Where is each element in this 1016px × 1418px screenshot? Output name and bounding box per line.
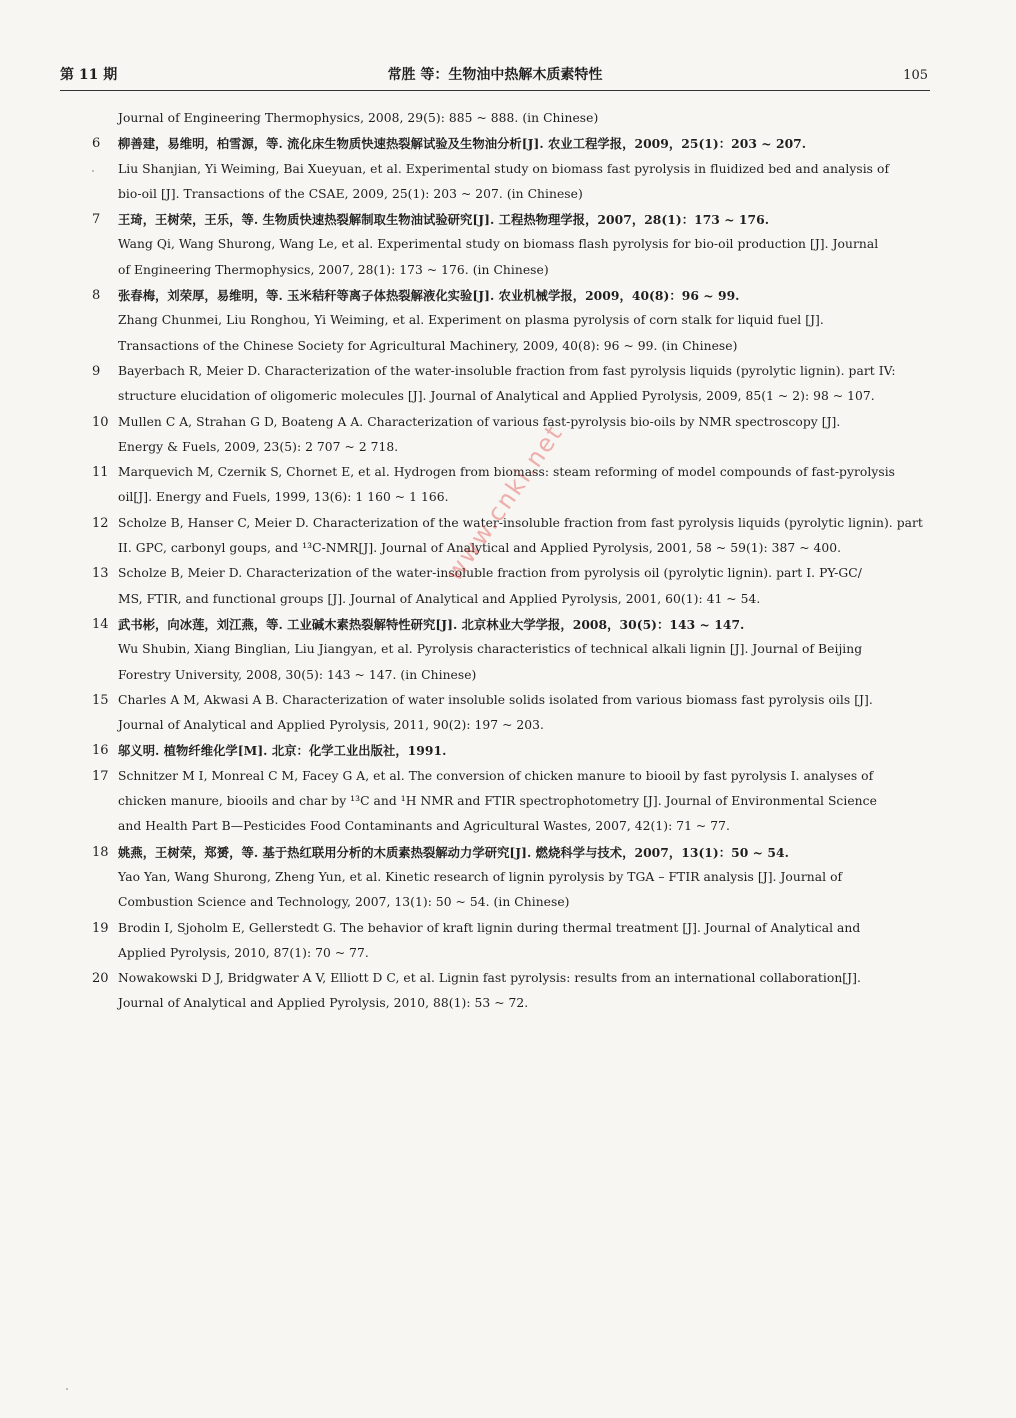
- reference-line: Journal of Analytical and Applied Pyrolysis, 2011, 90(2): 197 ~ 203.: [118, 718, 544, 733]
- page-number: 105: [903, 68, 928, 83]
- reference-line: Zhang Chunmei, Liu Ronghou, Yi Weiming, et al. Experiment on plasma pyrolysis of corn stalk for liquid fuel [J].: [118, 313, 824, 328]
- reference-number: 19: [92, 920, 109, 936]
- reference-line: Bayerbach R, Meier D. Characterization of the water-insoluble fraction from fast pyrolysis liquids (pyrolytic lignin). part IV:: [118, 363, 896, 378]
- reference-line: Wang Qi, Wang Shurong, Wang Le, et al. Experimental study on biomass flash pyrolysis for bio-oil production [J]. Journal: [118, 237, 879, 252]
- reference-number: 18: [92, 844, 109, 860]
- reference-line: oil[J]. Energy and Fuels, 1999, 13(6): 1 160 ~ 1 166.: [118, 490, 449, 505]
- reference-item: [92, 359, 932, 410]
- reference-line-chinese: 武书彬，向冰莲，刘江燕，等. 工业碱木素热裂解特性研究[J]. 北京林业大学学报，2008，30(5)：143 ~ 147.: [118, 616, 745, 632]
- reference-line: bio-oil [J]. Transactions of the CSAE, 2009, 25(1): 203 ~ 207. (in Chinese): [118, 186, 583, 201]
- reference-line-chinese: 柳善建，易维明，柏雪源，等. 流化床生物质快速热裂解试验及生物油分析[J]. 农业工程学报，2009，25(1)：203 ~ 207.: [118, 136, 807, 152]
- reference-number: 14: [92, 616, 109, 632]
- reference-line-chinese: 张春梅，刘荣厚，易维明，等. 玉米秸秆等离子体热裂解液化实验[J]. 农业机械学报，2009，40(8)：96 ~ 99.: [118, 288, 740, 304]
- reference-line-chinese: 邬义明. 植物纤维化学[M]. 北京：化学工业出版社，1991.: [118, 743, 447, 759]
- reference-number: 12: [92, 515, 109, 531]
- reference-item: [92, 840, 932, 916]
- reference-line: Mullen C A, Strahan G D, Boateng A A. Characterization of various fast-pyrolysis bio-oils by NMR spectroscopy [J].: [118, 414, 841, 429]
- reference-number: 10: [92, 414, 109, 430]
- reference-line: II. GPC, carbonyl goups, and ¹³C-NMR[J]. Journal of Analytical and Applied Pyrolysis, 2001, 58 ~ 59(1): 387 ~ 400.: [118, 541, 842, 556]
- scan-speck: [92, 170, 94, 172]
- reference-item: [92, 410, 932, 461]
- reference-item: [92, 764, 932, 840]
- reference-line: Combustion Science and Technology, 2007, 13(1): 50 ~ 54. (in Chinese): [118, 895, 570, 910]
- reference-item: [92, 738, 932, 763]
- running-title: 常胜 等：生物油中热解木质素特性: [387, 67, 603, 83]
- reference-item: [92, 106, 932, 131]
- reference-line: Transactions of the Chinese Society for Agricultural Machinery, 2009, 40(8): 96 ~ 99. (in Chinese): [118, 338, 738, 353]
- reference-item: [92, 283, 932, 359]
- reference-item: [92, 966, 932, 1017]
- reference-line: Scholze B, Hanser C, Meier D. Characterization of the water-insoluble fraction from fast pyrolysis liquids (pyrolytic lignin). part: [118, 515, 923, 530]
- reference-item: [92, 511, 932, 562]
- reference-line-chinese: 王琦，王树荣，王乐，等. 生物质快速热裂解制取生物油试验研究[J]. 工程热物理学报，2007，28(1)：173 ~ 176.: [118, 212, 770, 228]
- reference-item: [92, 561, 932, 612]
- reference-item: [92, 460, 932, 511]
- reference-line: Yao Yan, Wang Shurong, Zheng Yun, et al. Kinetic research of lignin pyrolysis by TGA – FTIR analysis [J]. Journal of: [118, 869, 843, 884]
- reference-line: Applied Pyrolysis, 2010, 87(1): 70 ~ 77.: [118, 945, 369, 960]
- reference-number: 15: [92, 692, 109, 708]
- reference-line: MS, FTIR, and functional groups [J]. Journal of Analytical and Applied Pyrolysis, 2001, 60(1): 41 ~ 54.: [118, 591, 761, 606]
- reference-line: chicken manure, biooils and char by ¹³C and ¹H NMR and FTIR spectrophotometry [J]. Journal of Environmental Science: [118, 794, 877, 809]
- reference-line: Marquevich M, Czernik S, Chornet E, et al. Hydrogen from biomass: steam reforming of model compounds of fast-pyrolysis: [118, 465, 896, 480]
- reference-line: Schnitzer M I, Monreal C M, Facey G A, et al. The conversion of chicken manure to biooil by fast pyrolysis I. analyses of: [118, 768, 874, 783]
- reference-line: Energy & Fuels, 2009, 23(5): 2 707 ~ 2 718.: [118, 439, 399, 454]
- reference-line: Wu Shubin, Xiang Binglian, Liu Jiangyan, et al. Pyrolysis characteristics of technical alkali lignin [J]. Journal of Beijing: [118, 642, 863, 657]
- reference-item: [92, 131, 932, 207]
- reference-line-chinese: 姚燕，王树荣，郑赟，等. 基于热红联用分析的木质素热裂解动力学研究[J]. 燃烧科学与技术，2007，13(1)：50 ~ 54.: [118, 844, 789, 860]
- reference-number: 7: [92, 212, 101, 228]
- reference-line: Scholze B, Meier D. Characterization of the water-insoluble fraction from pyrolysis oil (pyrolytic lignin). part I. PY-GC/: [118, 566, 862, 581]
- reference-number: 6: [92, 136, 101, 152]
- reference-line: Charles A M, Akwasi A B. Characterization of water insoluble solids isolated from various biomass fast pyrolysis oils [J].: [118, 692, 873, 707]
- reference-line: structure elucidation of oligomeric molecules [J]. Journal of Analytical and Applied Pyrolysis, 2009, 85(1 ~ 2): 98 ~ 107.: [118, 389, 875, 404]
- reference-list: [92, 106, 932, 1017]
- reference-number: 20: [92, 971, 109, 987]
- reference-line: Brodin I, Sjoholm E, Gellerstedt G. The behavior of kraft lignin during thermal treatment [J]. Journal of Analytical and: [118, 920, 861, 935]
- scan-speck: [66, 1388, 68, 1390]
- reference-line: Journal of Engineering Thermophysics, 2008, 29(5): 885 ~ 888. (in Chinese): [118, 111, 599, 125]
- reference-line: Liu Shanjian, Yi Weiming, Bai Xueyuan, et al. Experimental study on biomass fast pyrolysis in fluidized bed and analysis of: [118, 161, 890, 176]
- reference-line: Forestry University, 2008, 30(5): 143 ~ 147. (in Chinese): [118, 667, 477, 682]
- reference-line: of Engineering Thermophysics, 2007, 28(1): 173 ~ 176. (in Chinese): [118, 262, 549, 277]
- reference-item: [92, 688, 932, 739]
- reference-number: 9: [92, 363, 101, 379]
- reference-number: 11: [92, 465, 109, 481]
- reference-item: [92, 612, 932, 688]
- reference-item: [92, 916, 932, 967]
- reference-number: 17: [92, 768, 109, 784]
- reference-number: 8: [92, 288, 101, 304]
- watermark: www.cnki.net: [440, 419, 569, 587]
- reference-item: [92, 207, 932, 283]
- reference-line: Nowakowski D J, Bridgwater A V, Elliott D C, et al. Lignin fast pyrolysis: results from an international collaboration[J].: [118, 971, 861, 986]
- issue-number: 第 11 期: [60, 67, 118, 83]
- running-header: [60, 62, 930, 91]
- reference-line: and Health Part B—Pesticides Food Contaminants and Agricultural Wastes, 2007, 42(1): 71 ~ 77.: [118, 819, 730, 834]
- reference-line: Journal of Analytical and Applied Pyrolysis, 2010, 88(1): 53 ~ 72.: [118, 996, 529, 1011]
- reference-number: 13: [92, 566, 109, 582]
- reference-number: 16: [92, 743, 109, 759]
